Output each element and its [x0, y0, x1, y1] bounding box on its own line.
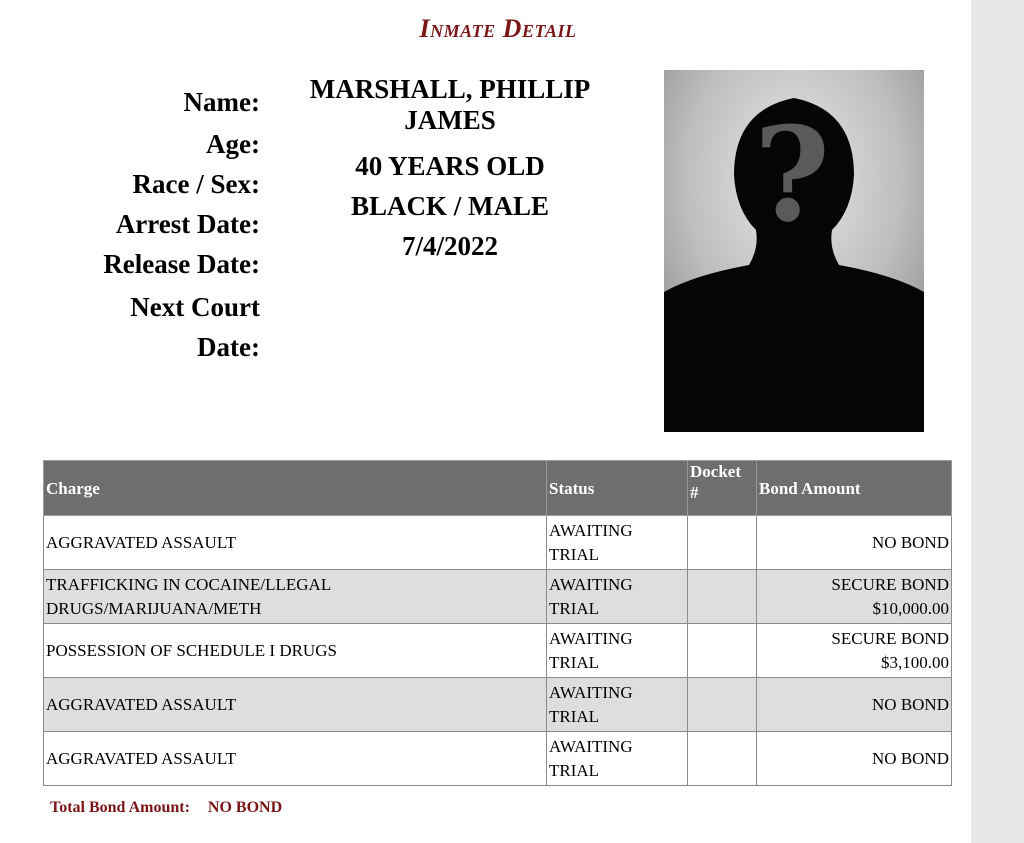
bond-type: SECURE BOND — [831, 574, 949, 594]
docket-cell — [688, 570, 757, 624]
status-text: AWAITING — [549, 736, 633, 756]
bond-type: NO BOND — [872, 532, 949, 552]
status-text-line2: TRIAL — [549, 652, 600, 672]
charge-text: POSSESSION OF SCHEDULE I DRUGS — [46, 640, 337, 660]
inmate-arrest-date: 7/4/2022 — [401, 231, 498, 261]
status-text: AWAITING — [549, 520, 633, 540]
inmate-name-line2: JAMES — [404, 105, 496, 135]
docket-column-header[interactable] — [688, 461, 757, 516]
total-bond — [50, 799, 282, 817]
inmate-name-line1: MARSHALL, PHILLIP — [309, 74, 591, 104]
docket-cell — [688, 678, 757, 732]
bond-type: NO BOND — [872, 694, 949, 714]
total-bond-value: NO BOND — [207, 799, 283, 816]
charge-text: AGGRAVATED ASSAULT — [46, 694, 237, 714]
charge-cell — [44, 624, 547, 678]
status-text-line2: TRIAL — [549, 760, 600, 780]
docket-header-line1: Docket — [690, 462, 741, 481]
next-court-date-label — [60, 284, 260, 367]
docket-cell — [688, 732, 757, 786]
inmate-photo — [664, 70, 924, 432]
age-label: Age: — [206, 129, 260, 159]
inmate-info-labels — [60, 82, 260, 367]
charge-cell — [44, 678, 547, 732]
status-cell — [547, 732, 688, 786]
charges-table-header — [44, 461, 952, 516]
charges-table — [43, 460, 952, 786]
charge-text: TRAFFICKING IN COCAINE/LLEGAL — [46, 574, 332, 594]
bond-cell — [757, 678, 952, 732]
race-sex-label: Race / Sex: — [132, 169, 260, 199]
status-cell — [547, 624, 688, 678]
bond-cell — [757, 624, 952, 678]
bond-cell — [757, 732, 952, 786]
status-text-line2: TRIAL — [549, 706, 600, 726]
inmate-age: 40 YEARS OLD — [355, 151, 545, 181]
inmate-info-values — [280, 74, 620, 266]
docket-cell — [688, 516, 757, 570]
right-side-panel — [971, 0, 1024, 843]
next-court-label-line2: Date: — [197, 332, 260, 362]
status-text-line2: TRIAL — [549, 544, 600, 564]
charge-text: AGGRAVATED ASSAULT — [46, 748, 237, 768]
bond-amount: $3,100.00 — [881, 652, 949, 672]
page-title: Inmate Detail — [419, 14, 577, 43]
status-text-line2: TRIAL — [549, 598, 600, 618]
status-text: AWAITING — [549, 574, 633, 594]
status-cell — [547, 678, 688, 732]
charge-text-line2: DRUGS/MARIJUANA/METH — [46, 598, 262, 618]
docket-header-line2: # — [690, 483, 699, 502]
docket-cell — [688, 624, 757, 678]
bond-amount: $10,000.00 — [872, 598, 949, 618]
charge-text: AGGRAVATED ASSAULT — [46, 532, 237, 552]
status-text: AWAITING — [549, 628, 633, 648]
inmate-race-sex: BLACK / MALE — [350, 191, 550, 221]
release-date-label: Release Date: — [103, 249, 260, 279]
question-mark-glyph: ? — [753, 98, 831, 251]
bond-cell — [757, 516, 952, 570]
status-cell — [547, 570, 688, 624]
status-cell — [547, 516, 688, 570]
status-text: AWAITING — [549, 682, 633, 702]
charge-cell — [44, 570, 547, 624]
bond-type: SECURE BOND — [831, 628, 949, 648]
unknown-person-silhouette-icon — [664, 70, 924, 432]
next-court-label-line1: Next Court — [130, 292, 260, 322]
table-row — [44, 732, 952, 786]
bond-amount-column-header[interactable]: Bond Amount — [757, 461, 952, 516]
status-column-header[interactable]: Status — [547, 461, 688, 516]
table-row — [44, 516, 952, 570]
charge-cell — [44, 732, 547, 786]
table-row — [44, 570, 952, 624]
arrest-date-label: Arrest Date: — [115, 209, 260, 239]
bond-type: NO BOND — [872, 748, 949, 768]
table-row — [44, 624, 952, 678]
charge-cell — [44, 516, 547, 570]
bond-cell — [757, 570, 952, 624]
inmate-name — [280, 74, 620, 136]
charge-column-header[interactable]: Charge — [44, 461, 547, 516]
total-bond-label: Total Bond Amount: — [50, 799, 190, 816]
name-label: Name: — [183, 87, 260, 117]
table-row — [44, 678, 952, 732]
